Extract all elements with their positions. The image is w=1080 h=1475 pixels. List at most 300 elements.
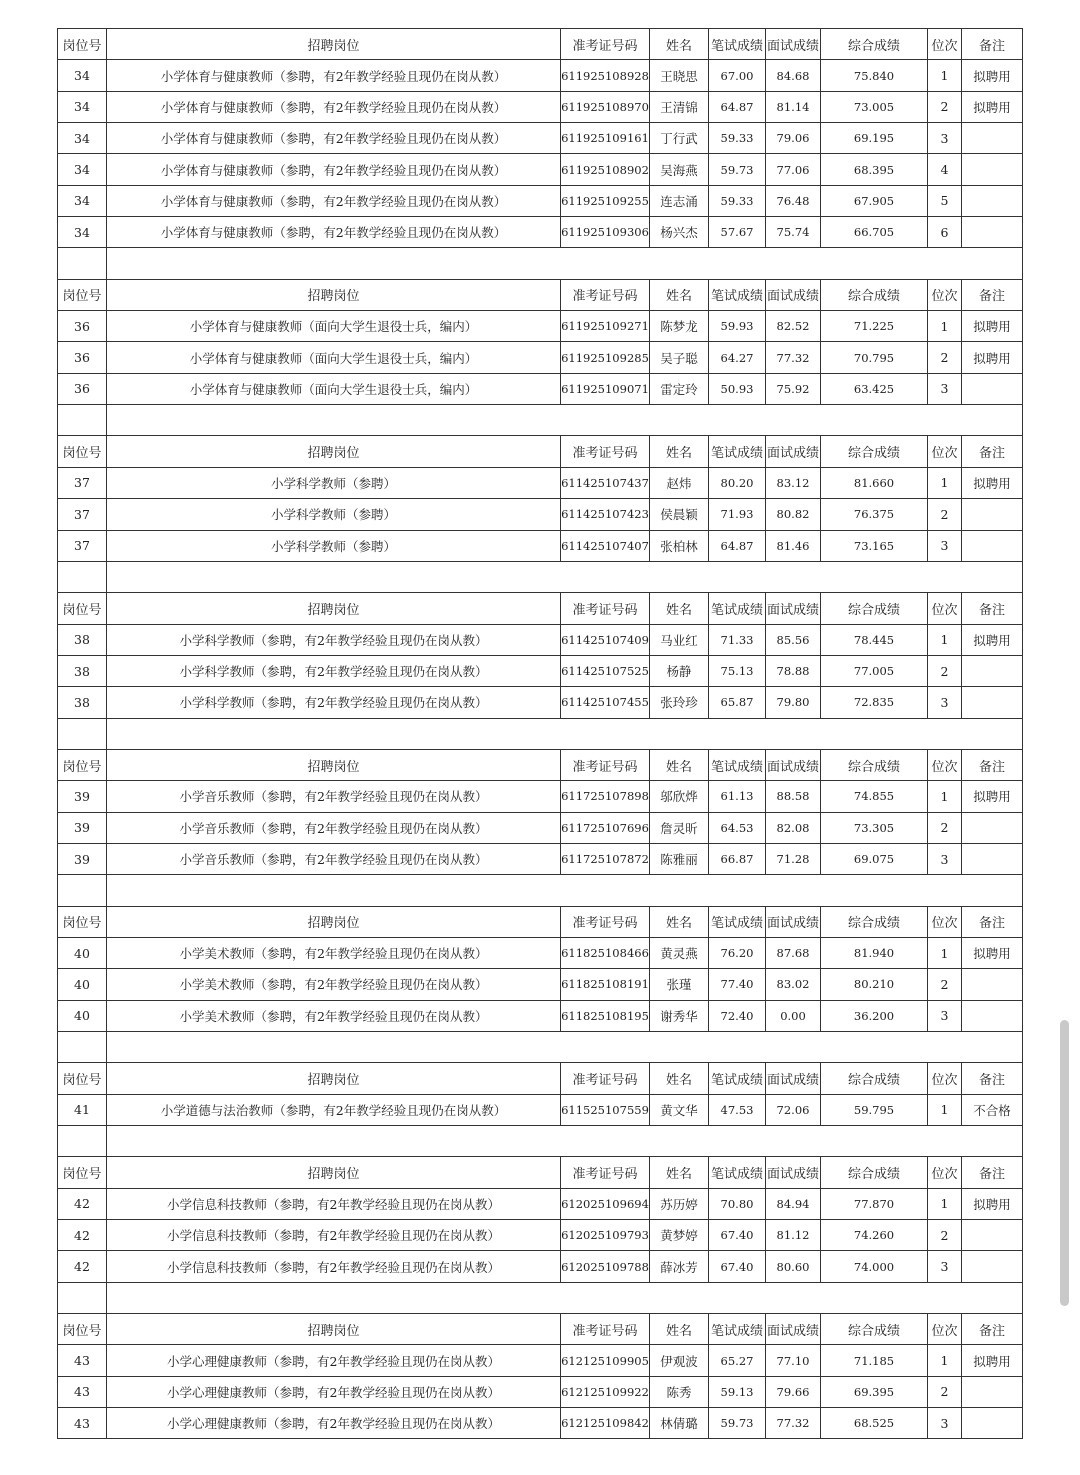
header-row — [58, 29, 1023, 60]
table-cell — [962, 1220, 1023, 1251]
column-header: 姓名 — [650, 29, 709, 60]
column-header: 招聘岗位 — [107, 593, 561, 624]
column-header: 备注 — [962, 906, 1023, 937]
header-row — [58, 1063, 1023, 1094]
table-cell: 71.28 — [766, 843, 821, 874]
table-cell: 黄文华 — [650, 1094, 709, 1125]
table-cell: 小学体育与健康教师（参聘，有2年教学经验且现仍在岗从教） — [107, 154, 561, 185]
table-cell: 赵炜 — [650, 467, 709, 498]
table-cell: 611825108466 — [561, 937, 650, 968]
table-row — [58, 311, 1023, 342]
table-row — [58, 655, 1023, 686]
table-cell: 34 — [58, 91, 107, 122]
table-cell: 74.855 — [821, 781, 928, 812]
table-cell: 76.375 — [821, 499, 928, 530]
spacer-row — [58, 875, 1023, 906]
table-cell: 71.225 — [821, 311, 928, 342]
table-cell: 612125109922 — [561, 1376, 650, 1407]
table-cell: 陈梦龙 — [650, 311, 709, 342]
spacer-row — [58, 718, 1023, 749]
table-cell: 612125109842 — [561, 1408, 650, 1439]
table-cell: 64.87 — [709, 530, 766, 561]
table-cell: 小学科学教师（参聘） — [107, 467, 561, 498]
table-cell: 611825108191 — [561, 969, 650, 1000]
table-row — [58, 91, 1023, 122]
column-header: 备注 — [962, 436, 1023, 467]
table-cell: 小学美术教师（参聘，有2年教学经验且现仍在岗从教） — [107, 1000, 561, 1031]
column-header: 岗位号 — [58, 906, 107, 937]
table-cell: 36 — [58, 311, 107, 342]
table-cell: 小学美术教师（参聘，有2年教学经验且现仍在岗从教） — [107, 937, 561, 968]
table-row — [58, 530, 1023, 561]
table-cell: 5 — [928, 185, 962, 216]
header-row — [58, 906, 1023, 937]
table-row — [58, 937, 1023, 968]
table-cell: 59.13 — [709, 1376, 766, 1407]
column-header: 笔试成绩 — [709, 1314, 766, 1345]
table-row — [58, 1376, 1023, 1407]
column-header: 招聘岗位 — [107, 436, 561, 467]
column-header: 位次 — [928, 29, 962, 60]
table-cell: 61.13 — [709, 781, 766, 812]
column-header: 招聘岗位 — [107, 1314, 561, 1345]
table-cell: 1 — [928, 60, 962, 91]
table-cell: 1 — [928, 467, 962, 498]
table-cell: 伊观波 — [650, 1345, 709, 1376]
table-cell — [962, 1408, 1023, 1439]
table-row — [58, 154, 1023, 185]
table-cell: 2 — [928, 499, 962, 530]
table-cell: 小学体育与健康教师（参聘，有2年教学经验且现仍在岗从教） — [107, 185, 561, 216]
table-row — [58, 687, 1023, 718]
table-cell: 林倩璐 — [650, 1408, 709, 1439]
table-cell: 小学心理健康教师（参聘，有2年教学经验且现仍在岗从教） — [107, 1408, 561, 1439]
table-cell — [962, 217, 1023, 248]
table-cell: 59.33 — [709, 185, 766, 216]
table-cell: 77.32 — [766, 1408, 821, 1439]
table-row — [58, 1220, 1023, 1251]
table-row — [58, 781, 1023, 812]
table-cell: 2 — [928, 1376, 962, 1407]
table-cell: 1 — [928, 781, 962, 812]
table-cell: 88.58 — [766, 781, 821, 812]
column-header: 姓名 — [650, 279, 709, 310]
table-cell: 3 — [928, 843, 962, 874]
column-header: 笔试成绩 — [709, 279, 766, 310]
column-header: 准考证号码 — [561, 29, 650, 60]
table-cell: 43 — [58, 1376, 107, 1407]
header-row — [58, 436, 1023, 467]
vertical-scrollbar[interactable] — [1060, 1020, 1069, 1306]
table-cell: 34 — [58, 123, 107, 154]
column-header: 姓名 — [650, 906, 709, 937]
column-header: 位次 — [928, 279, 962, 310]
table-cell: 67.40 — [709, 1220, 766, 1251]
column-header: 备注 — [962, 749, 1023, 780]
header-row — [58, 593, 1023, 624]
table-cell: 小学心理健康教师（参聘，有2年教学经验且现仍在岗从教） — [107, 1345, 561, 1376]
table-cell — [58, 1032, 107, 1063]
table-cell: 0.00 — [766, 1000, 821, 1031]
table-cell: 拟聘用 — [962, 781, 1023, 812]
table-cell: 611725107696 — [561, 812, 650, 843]
table-cell: 72.06 — [766, 1094, 821, 1125]
column-header: 岗位号 — [58, 436, 107, 467]
table-cell: 小学信息科技教师（参聘，有2年教学经验且现仍在岗从教） — [107, 1251, 561, 1282]
column-header: 姓名 — [650, 1157, 709, 1188]
table-cell: 2 — [928, 812, 962, 843]
table-cell: 36 — [58, 342, 107, 373]
table-cell: 小学体育与健康教师（参聘，有2年教学经验且现仍在岗从教） — [107, 217, 561, 248]
results-table — [57, 28, 1023, 1439]
table-cell: 小学音乐教师（参聘，有2年教学经验且现仍在岗从教） — [107, 812, 561, 843]
table-cell: 611925108970 — [561, 91, 650, 122]
table-cell: 小学音乐教师（参聘，有2年教学经验且现仍在岗从教） — [107, 781, 561, 812]
table-cell: 37 — [58, 467, 107, 498]
column-header: 准考证号码 — [561, 1314, 650, 1345]
table-row — [58, 1408, 1023, 1439]
table-cell: 37 — [58, 530, 107, 561]
table-cell: 小学科学教师（参聘） — [107, 499, 561, 530]
table-cell: 63.425 — [821, 373, 928, 404]
table-cell: 79.66 — [766, 1376, 821, 1407]
table-cell: 64.27 — [709, 342, 766, 373]
table-row — [58, 185, 1023, 216]
table-cell: 75.92 — [766, 373, 821, 404]
column-header: 备注 — [962, 29, 1023, 60]
table-cell: 小学信息科技教师（参聘，有2年教学经验且现仍在岗从教） — [107, 1220, 561, 1251]
table-cell: 64.87 — [709, 91, 766, 122]
table-cell: 59.33 — [709, 123, 766, 154]
table-cell: 87.68 — [766, 937, 821, 968]
column-header: 准考证号码 — [561, 1157, 650, 1188]
header-row — [58, 749, 1023, 780]
column-header: 岗位号 — [58, 29, 107, 60]
table-cell: 雷定玲 — [650, 373, 709, 404]
table-cell — [107, 1282, 1023, 1313]
table-cell: 80.20 — [709, 467, 766, 498]
table-cell — [58, 248, 107, 279]
table-cell: 34 — [58, 217, 107, 248]
table-cell: 不合格 — [962, 1094, 1023, 1125]
table-cell: 75.840 — [821, 60, 928, 91]
table-row — [58, 1000, 1023, 1031]
table-cell: 42 — [58, 1251, 107, 1282]
table-cell: 66.705 — [821, 217, 928, 248]
table-cell: 77.06 — [766, 154, 821, 185]
column-header: 面试成绩 — [766, 906, 821, 937]
table-cell: 81.46 — [766, 530, 821, 561]
table-cell: 39 — [58, 781, 107, 812]
table-cell: 拟聘用 — [962, 937, 1023, 968]
column-header: 笔试成绩 — [709, 749, 766, 780]
table-cell: 38 — [58, 687, 107, 718]
table-cell: 65.87 — [709, 687, 766, 718]
table-cell: 小学道德与法治教师（参聘，有2年教学经验且现仍在岗从教） — [107, 1094, 561, 1125]
column-header: 综合成绩 — [821, 1157, 928, 1188]
table-cell: 74.000 — [821, 1251, 928, 1282]
table-cell: 50.93 — [709, 373, 766, 404]
table-cell: 612025109793 — [561, 1220, 650, 1251]
column-header: 面试成绩 — [766, 1157, 821, 1188]
table-cell: 马业红 — [650, 624, 709, 655]
table-cell: 38 — [58, 624, 107, 655]
spacer-row — [58, 248, 1023, 279]
table-cell: 611925108928 — [561, 60, 650, 91]
column-header: 位次 — [928, 1063, 962, 1094]
table-cell — [962, 969, 1023, 1000]
column-header: 笔试成绩 — [709, 1157, 766, 1188]
table-cell — [107, 405, 1023, 436]
table-cell: 72.40 — [709, 1000, 766, 1031]
column-header: 面试成绩 — [766, 749, 821, 780]
table-cell: 侯晨颖 — [650, 499, 709, 530]
table-cell: 1 — [928, 1094, 962, 1125]
table-cell: 73.005 — [821, 91, 928, 122]
table-cell: 拟聘用 — [962, 1188, 1023, 1219]
table-cell — [962, 812, 1023, 843]
table-cell: 小学体育与健康教师（面向大学生退役士兵，编内） — [107, 373, 561, 404]
column-header: 岗位号 — [58, 1157, 107, 1188]
table-cell: 2 — [928, 342, 962, 373]
table-cell: 41 — [58, 1094, 107, 1125]
table-cell: 小学科学教师（参聘，有2年教学经验且现仍在岗从教） — [107, 655, 561, 686]
table-cell: 80.82 — [766, 499, 821, 530]
table-row — [58, 123, 1023, 154]
table-cell: 2 — [928, 91, 962, 122]
table-cell: 1 — [928, 937, 962, 968]
table-cell: 72.835 — [821, 687, 928, 718]
table-row — [58, 624, 1023, 655]
column-header: 姓名 — [650, 436, 709, 467]
column-header: 招聘岗位 — [107, 1063, 561, 1094]
table-row — [58, 1094, 1023, 1125]
table-cell — [58, 405, 107, 436]
table-cell: 薛冰芳 — [650, 1251, 709, 1282]
column-header: 综合成绩 — [821, 1314, 928, 1345]
table-cell: 611425107409 — [561, 624, 650, 655]
table-cell — [107, 561, 1023, 592]
table-cell: 2 — [928, 969, 962, 1000]
table-cell: 小学体育与健康教师（面向大学生退役士兵，编内） — [107, 311, 561, 342]
table-cell: 4 — [928, 154, 962, 185]
column-header: 综合成绩 — [821, 1063, 928, 1094]
table-cell: 611425107455 — [561, 687, 650, 718]
table-cell: 81.660 — [821, 467, 928, 498]
column-header: 准考证号码 — [561, 1063, 650, 1094]
column-header: 姓名 — [650, 749, 709, 780]
table-cell: 43 — [58, 1345, 107, 1376]
table-cell: 吴海燕 — [650, 154, 709, 185]
column-header: 笔试成绩 — [709, 906, 766, 937]
column-header: 综合成绩 — [821, 749, 928, 780]
table-cell: 42 — [58, 1188, 107, 1219]
table-cell: 67.40 — [709, 1251, 766, 1282]
table-cell: 73.305 — [821, 812, 928, 843]
table-cell: 34 — [58, 60, 107, 91]
table-cell: 3 — [928, 1000, 962, 1031]
table-cell: 42 — [58, 1220, 107, 1251]
table-cell — [58, 1126, 107, 1157]
table-cell: 77.10 — [766, 1345, 821, 1376]
table-cell: 3 — [928, 1408, 962, 1439]
table-cell: 611425107525 — [561, 655, 650, 686]
table-row — [58, 217, 1023, 248]
table-cell: 611725107898 — [561, 781, 650, 812]
column-header: 准考证号码 — [561, 593, 650, 624]
column-header: 岗位号 — [58, 279, 107, 310]
table-cell: 小学音乐教师（参聘，有2年教学经验且现仍在岗从教） — [107, 843, 561, 874]
table-cell: 1 — [928, 1345, 962, 1376]
table-cell: 张柏林 — [650, 530, 709, 561]
table-cell: 611925109161 — [561, 123, 650, 154]
table-cell: 611925109071 — [561, 373, 650, 404]
table-cell: 小学体育与健康教师（参聘，有2年教学经验且现仍在岗从教） — [107, 91, 561, 122]
table-cell: 66.87 — [709, 843, 766, 874]
table-cell — [962, 1376, 1023, 1407]
table-cell: 83.12 — [766, 467, 821, 498]
table-cell: 小学科学教师（参聘） — [107, 530, 561, 561]
table-cell: 拟聘用 — [962, 60, 1023, 91]
table-cell: 611925109306 — [561, 217, 650, 248]
table-row — [58, 1345, 1023, 1376]
table-cell: 611425107423 — [561, 499, 650, 530]
table-cell: 邬欣烨 — [650, 781, 709, 812]
table-cell — [107, 1126, 1023, 1157]
column-header: 位次 — [928, 1314, 962, 1345]
table-cell — [107, 248, 1023, 279]
table-row — [58, 969, 1023, 1000]
table-row — [58, 342, 1023, 373]
table-cell: 小学美术教师（参聘，有2年教学经验且现仍在岗从教） — [107, 969, 561, 1000]
table-row — [58, 60, 1023, 91]
spacer-row — [58, 561, 1023, 592]
table-cell: 80.60 — [766, 1251, 821, 1282]
table-row — [58, 843, 1023, 874]
table-cell: 82.52 — [766, 311, 821, 342]
table-cell: 1 — [928, 1188, 962, 1219]
table-cell: 64.53 — [709, 812, 766, 843]
table-cell — [962, 499, 1023, 530]
table-cell: 612025109694 — [561, 1188, 650, 1219]
table-cell: 611925108902 — [561, 154, 650, 185]
table-cell: 39 — [58, 843, 107, 874]
table-cell — [962, 373, 1023, 404]
table-row — [58, 1251, 1023, 1282]
header-row — [58, 1157, 1023, 1188]
column-header: 岗位号 — [58, 1314, 107, 1345]
table-cell: 80.210 — [821, 969, 928, 1000]
column-header: 招聘岗位 — [107, 1157, 561, 1188]
table-row — [58, 467, 1023, 498]
table-row — [58, 812, 1023, 843]
table-cell: 3 — [928, 373, 962, 404]
table-row — [58, 373, 1023, 404]
table-cell: 79.06 — [766, 123, 821, 154]
table-cell: 67.00 — [709, 60, 766, 91]
column-header: 准考证号码 — [561, 436, 650, 467]
table-cell — [962, 123, 1023, 154]
column-header: 招聘岗位 — [107, 29, 561, 60]
table-cell: 611725107872 — [561, 843, 650, 874]
table-cell: 连志涌 — [650, 185, 709, 216]
table-cell: 611425107437 — [561, 467, 650, 498]
table-cell: 36.200 — [821, 1000, 928, 1031]
table-cell: 75.74 — [766, 217, 821, 248]
table-cell: 小学信息科技教师（参聘，有2年教学经验且现仍在岗从教） — [107, 1188, 561, 1219]
table-cell: 小学体育与健康教师（面向大学生退役士兵，编内） — [107, 342, 561, 373]
table-cell: 38 — [58, 655, 107, 686]
table-cell: 47.53 — [709, 1094, 766, 1125]
column-header: 备注 — [962, 1063, 1023, 1094]
table-cell: 吴子聪 — [650, 342, 709, 373]
table-cell: 74.260 — [821, 1220, 928, 1251]
table-cell: 谢秀华 — [650, 1000, 709, 1031]
table-cell: 76.48 — [766, 185, 821, 216]
table-row — [58, 1188, 1023, 1219]
table-cell — [107, 875, 1023, 906]
table-cell: 65.27 — [709, 1345, 766, 1376]
table-cell: 小学科学教师（参聘，有2年教学经验且现仍在岗从教） — [107, 687, 561, 718]
column-header: 姓名 — [650, 593, 709, 624]
table-cell: 68.395 — [821, 154, 928, 185]
column-header: 位次 — [928, 749, 962, 780]
table-cell: 陈秀 — [650, 1376, 709, 1407]
table-cell — [962, 687, 1023, 718]
table-cell — [58, 875, 107, 906]
column-header: 备注 — [962, 593, 1023, 624]
table-cell: 81.12 — [766, 1220, 821, 1251]
table-cell: 34 — [58, 154, 107, 185]
table-cell: 70.80 — [709, 1188, 766, 1219]
table-cell: 69.395 — [821, 1376, 928, 1407]
table-cell: 76.20 — [709, 937, 766, 968]
column-header: 备注 — [962, 1314, 1023, 1345]
table-cell — [962, 1251, 1023, 1282]
spacer-row — [58, 405, 1023, 436]
table-cell: 43 — [58, 1408, 107, 1439]
column-header: 准考证号码 — [561, 749, 650, 780]
table-cell: 81.14 — [766, 91, 821, 122]
column-header: 位次 — [928, 593, 962, 624]
column-header: 招聘岗位 — [107, 279, 561, 310]
table-cell: 78.88 — [766, 655, 821, 686]
table-cell: 黄灵燕 — [650, 937, 709, 968]
column-header: 面试成绩 — [766, 29, 821, 60]
column-header: 综合成绩 — [821, 29, 928, 60]
column-header: 笔试成绩 — [709, 436, 766, 467]
column-header: 招聘岗位 — [107, 749, 561, 780]
table-cell: 王清锦 — [650, 91, 709, 122]
table-cell: 詹灵昕 — [650, 812, 709, 843]
table-cell: 陈雅丽 — [650, 843, 709, 874]
table-cell — [962, 655, 1023, 686]
column-header: 面试成绩 — [766, 593, 821, 624]
table-cell: 59.73 — [709, 1408, 766, 1439]
table-row — [58, 499, 1023, 530]
column-header: 准考证号码 — [561, 279, 650, 310]
table-cell: 59.93 — [709, 311, 766, 342]
table-cell: 拟聘用 — [962, 91, 1023, 122]
table-cell: 张玲珍 — [650, 687, 709, 718]
column-header: 备注 — [962, 279, 1023, 310]
table-cell: 612025109788 — [561, 1251, 650, 1282]
spacer-row — [58, 1282, 1023, 1313]
spacer-row — [58, 1126, 1023, 1157]
table-cell: 69.075 — [821, 843, 928, 874]
column-header: 位次 — [928, 906, 962, 937]
table-cell: 57.67 — [709, 217, 766, 248]
